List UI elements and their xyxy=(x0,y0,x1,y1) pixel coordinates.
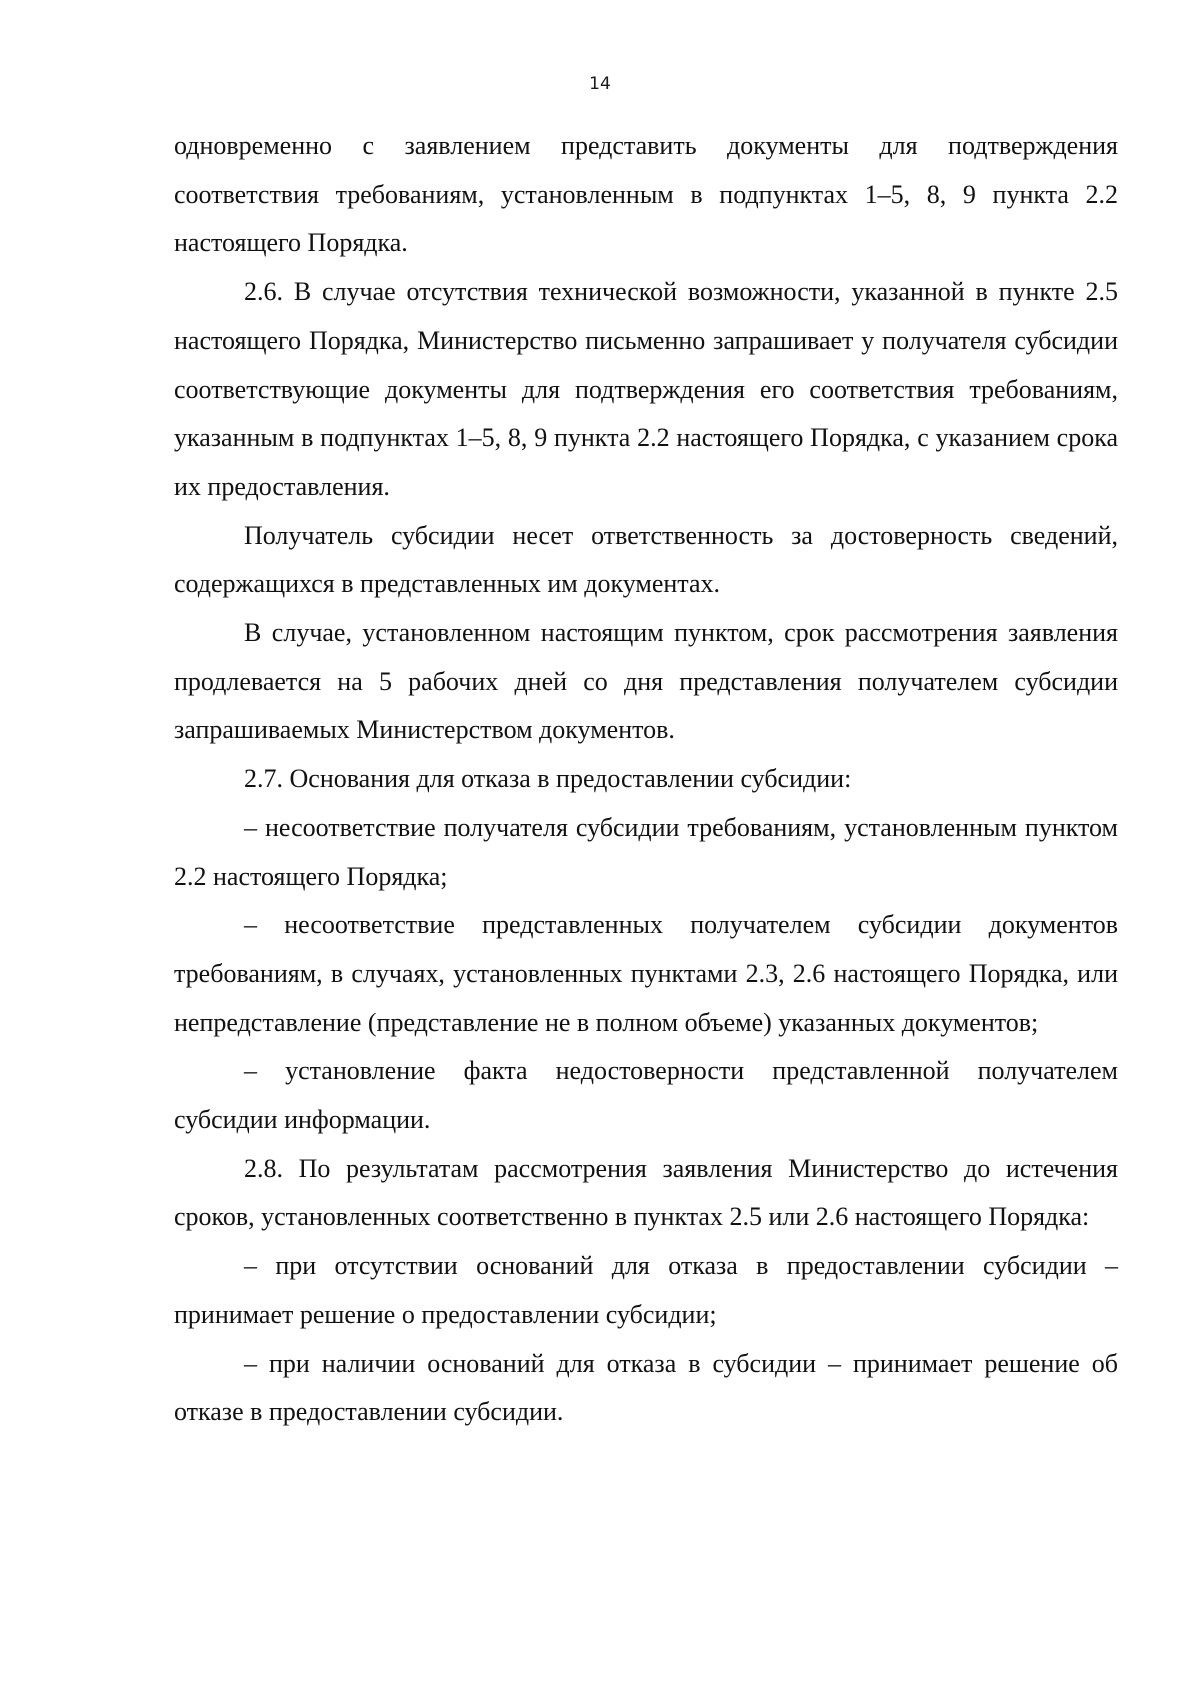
paragraph-2-6: 2.6. В случае отсутствия технической возможности, указанной в пункте 2.5 настоящего Порядка, Министерство письменно запрашивает у получателя субсидии соответствующие документы для подтверждения его соответствия требованиям, указанным в подпунктах 1–5, 8, 9 пункта 2.2 настоящего Порядка, с указанием срока их предоставления. xyxy=(174,277,1118,501)
paragraph-2-8: 2.8. По результатам рассмотрения заявления Министерство до истечения сроков, установленных соответственно в пунктах 2.5 или 2.6 настоящего Порядка: xyxy=(174,1153,1118,1232)
paragraph-continuation: одновременно с заявлением представить документы для подтверждения соответствия требованиям, установленным в подпунктах 1–5, 8, 9 пункта 2.2 настоящего Порядка. xyxy=(174,131,1118,258)
document-body xyxy=(174,122,1118,1437)
page-number: 14 xyxy=(589,74,611,94)
list-item-refusal-ground-2: – несоответствие представленных получателем субсидии документов требованиям, в случаях, установленных пунктами 2.3, 2.6 настоящего Порядка, или непредставление (представление не в полном объеме) указанных документов; xyxy=(174,910,1118,1037)
list-item-decision-refusal: – при наличии оснований для отказа в субсидии – принимает решение об отказе в предоставлении субсидии. xyxy=(174,1348,1118,1427)
list-item-refusal-ground-1: – несоответствие получателя субсидии требованиям, установленным пунктом 2.2 настоящего Порядка; xyxy=(174,812,1118,891)
paragraph-2-7: 2.7. Основания для отказа в предоставлении субсидии: xyxy=(244,764,852,794)
paragraph-recipient-responsibility: Получатель субсидии несет ответственность за достоверность сведений, содержащихся в представленных им документах. xyxy=(174,520,1118,599)
paragraph-review-extension: В случае, установленном настоящим пунктом, срок рассмотрения заявления продлевается на 5 рабочих дней со дня представления получателем субсидии запрашиваемых Министерством документов. xyxy=(174,618,1118,745)
list-item-refusal-ground-3: – установление факта недостоверности представленной получателем субсидии информации. xyxy=(174,1056,1118,1135)
list-item-decision-grant: – при отсутствии оснований для отказа в предоставлении субсидии – принимает решение о предоставлении субсидии; xyxy=(174,1251,1118,1329)
